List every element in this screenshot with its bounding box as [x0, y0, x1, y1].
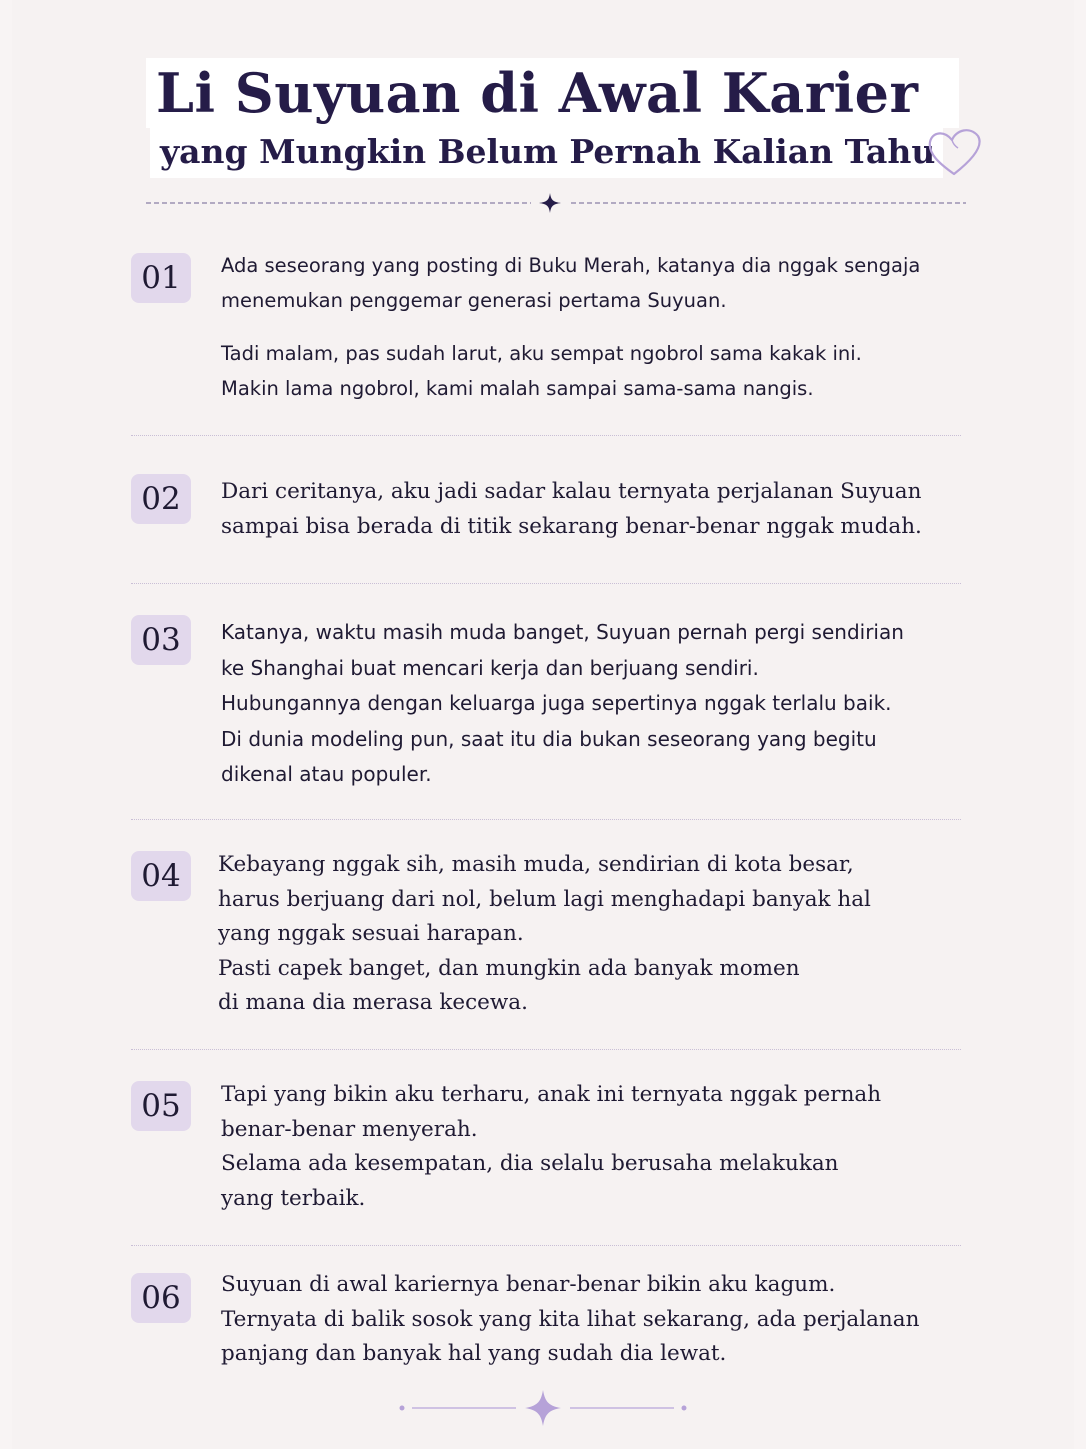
- item-line: Selama ada kesempatan, dia selalu berusaha melakukan: [221, 1151, 839, 1176]
- item-text: [221, 615, 961, 793]
- item-line: panjang dan banyak hal yang sudah dia lewat.: [221, 1341, 727, 1366]
- item-text: [221, 248, 961, 406]
- item-line: Ternyata di balik sosok yang kita lihat sekarang, ada perjalanan: [221, 1306, 920, 1332]
- item-line: Ada seseorang yang posting di Buku Merah, katanya dia nggak sengaja: [221, 254, 921, 277]
- item-line: ke Shanghai buat mencari kerja dan berjuang sendiri.: [221, 655, 759, 680]
- item-separator: [131, 583, 961, 584]
- page-subtitle: yang Mungkin Belum Pernah Kalian Tahu: [150, 126, 943, 178]
- item-line: Dari ceritanya, aku jadi sadar kalau ternyata perjalanan Suyuan: [221, 479, 922, 504]
- item-number-badge: 02: [131, 474, 191, 524]
- item-number-badge: 05: [131, 1081, 191, 1131]
- item-line: Tapi yang bikin aku terharu, anak ini ternyata nggak pernah: [221, 1082, 882, 1107]
- item-text: [221, 1268, 961, 1372]
- item-text: [221, 475, 961, 544]
- footer-divider: [396, 1388, 690, 1428]
- item-separator: [131, 435, 961, 436]
- item-line: sampai bisa berada di titik sekarang benar-benar nggak mudah.: [221, 513, 922, 539]
- item-line: yang nggak sesuai harapan.: [218, 921, 524, 946]
- item-line: benar-benar menyerah.: [221, 1116, 478, 1142]
- item-line: Suyuan di awal kariernya benar-benar bikin aku kagum.: [221, 1272, 836, 1297]
- item-text: [218, 848, 958, 1021]
- item-line: menemukan penggemar generasi pertama Suyuan.: [221, 289, 727, 312]
- heart-outline-icon: [922, 122, 986, 182]
- header-divider: [146, 193, 966, 213]
- item-line: Makin lama ngobrol, kami malah sampai sama-sama nangis.: [221, 377, 814, 400]
- item-line: Hubungannya dengan keluarga juga sepertinya nggak terlalu baik.: [221, 691, 892, 715]
- item-line: Katanya, waktu masih muda banget, Suyuan pernah pergi sendirian: [221, 620, 904, 644]
- item-number-badge: 06: [131, 1273, 191, 1323]
- item-line: Tadi malam, pas sudah larut, aku sempat ngobrol sama kakak ini.: [221, 342, 862, 365]
- item-separator: [131, 1245, 961, 1246]
- sparkle-icon: [525, 1390, 561, 1426]
- item-line: Kebayang nggak sih, masih muda, sendirian di kota besar,: [218, 852, 854, 877]
- item-number-badge: 04: [131, 851, 191, 901]
- item-number-badge: 01: [131, 253, 191, 303]
- item-number-badge: 03: [131, 615, 191, 665]
- sparkle-icon: [539, 193, 561, 213]
- item-line: dikenal atau populer.: [221, 762, 432, 786]
- item-text: [221, 1078, 961, 1216]
- item-line: Pasti capek banget, dan mungkin ada banyak momen: [218, 955, 800, 981]
- item-line: harus berjuang dari nol, belum lagi menghadapi banyak hal: [218, 886, 871, 912]
- item-separator: [131, 819, 961, 820]
- item-line: yang terbaik.: [221, 1185, 366, 1211]
- item-line: Di dunia modeling pun, saat itu dia bukan seseorang yang begitu: [221, 726, 877, 751]
- item-separator: [131, 1049, 961, 1050]
- page-title: Li Suyuan di Awal Karier: [146, 58, 959, 128]
- item-line: di mana dia merasa kecewa.: [218, 990, 528, 1015]
